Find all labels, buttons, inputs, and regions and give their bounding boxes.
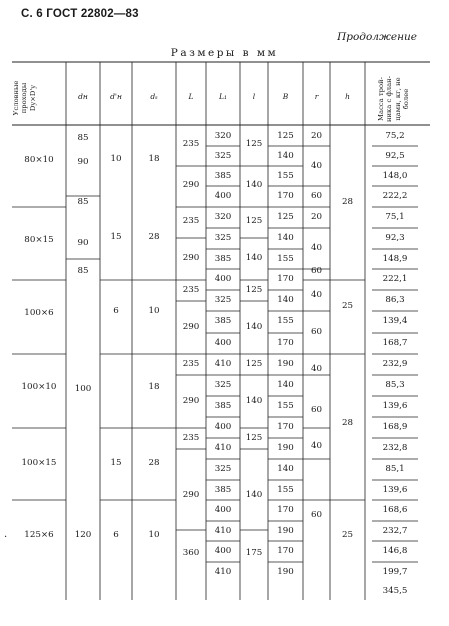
B-cell: 190 xyxy=(277,526,294,536)
header-h: h xyxy=(345,92,350,101)
B-cell: 190 xyxy=(277,359,294,369)
L1-cell: 400 xyxy=(214,338,232,348)
B-cell: 155 xyxy=(277,401,294,411)
dn2-cell: 6 xyxy=(113,306,119,316)
B-cell: 140 xyxy=(277,151,294,161)
L-cell: 290 xyxy=(182,253,200,263)
mass-cell: 148,0 xyxy=(382,171,408,181)
L1-cell: 385 xyxy=(214,254,232,264)
l-cell: 140 xyxy=(245,322,263,332)
header-L1: L₁ xyxy=(219,92,227,101)
L-cell: 290 xyxy=(182,322,200,332)
l-cell: 125 xyxy=(245,216,263,226)
L1-cell: 325 xyxy=(214,295,232,305)
header-dn2: d'н xyxy=(110,92,122,101)
dn-cell: 90 xyxy=(77,238,89,248)
l-cell: 140 xyxy=(245,253,263,263)
ds-cell: 10 xyxy=(148,530,160,540)
L1-cell: 385 xyxy=(214,401,232,411)
L1-cell: 320 xyxy=(214,131,232,141)
mass-cell: 146,8 xyxy=(382,546,408,556)
passage-cell: 80×15 xyxy=(24,235,54,245)
L1-cell: 410 xyxy=(214,526,232,536)
L1-cell: 400 xyxy=(214,274,232,284)
mass-cell: 75,2 xyxy=(385,131,405,141)
passage-cell: 125×6 xyxy=(24,530,54,540)
L1-cell: 320 xyxy=(214,212,232,222)
l-cell: 140 xyxy=(245,396,263,406)
passage-cell: 80×10 xyxy=(24,155,54,165)
mass-cell: 139,4 xyxy=(382,316,408,326)
dn2-cell: 6 xyxy=(113,530,119,540)
mass-cell: 168,7 xyxy=(382,338,408,348)
page-header: С. 6 ГОСТ 22802—83 xyxy=(21,8,139,20)
mass-cell: 232,7 xyxy=(382,526,408,536)
dn-cell: 100 xyxy=(74,384,92,394)
header-L: L xyxy=(188,92,194,101)
header-B: B xyxy=(282,92,289,101)
L1-cell: 410 xyxy=(214,443,232,453)
B-cell: 140 xyxy=(277,464,294,474)
B-cell: 170 xyxy=(277,505,294,515)
r-cell: 60 xyxy=(310,327,323,337)
L-cell: 290 xyxy=(182,180,200,190)
r-cell: 40 xyxy=(310,161,323,171)
B-cell: 140 xyxy=(277,380,294,390)
header-l: l xyxy=(252,92,256,101)
L1-cell: 325 xyxy=(214,233,232,243)
mass-cell: 139,6 xyxy=(382,401,408,411)
L1-cell: 400 xyxy=(214,191,232,201)
r-cell: 60 xyxy=(310,266,323,276)
L-cell: 235 xyxy=(182,216,200,226)
dn2-cell: 15 xyxy=(110,232,122,242)
continuation-label: Продолжение xyxy=(337,31,417,43)
table-caption: Размеры в мм xyxy=(170,47,279,59)
passage-cell: 100×10 xyxy=(21,382,57,392)
mass-cell: 232,9 xyxy=(382,359,408,369)
dn-cell: 85 xyxy=(77,133,89,143)
mass-cell: 75,1 xyxy=(385,212,405,222)
ds-cell: 10 xyxy=(148,306,160,316)
mass-cell: 199,7 xyxy=(382,567,408,577)
h-cell: 25 xyxy=(341,301,354,311)
header-passages: Условные проходы Dy×D'y xyxy=(12,80,37,116)
B-cell: 155 xyxy=(277,171,294,181)
r-cell: 60 xyxy=(310,405,323,415)
dn-cell: 85 xyxy=(77,197,89,207)
L-cell: 235 xyxy=(182,285,200,295)
L-cell: 235 xyxy=(182,433,200,443)
dn2-cell: 10 xyxy=(110,154,122,164)
mass-cell: 345,5 xyxy=(382,586,408,596)
l-cell: 125 xyxy=(245,433,263,443)
passage-cell: 100×15 xyxy=(21,458,57,468)
h-cell: 25 xyxy=(341,530,354,540)
B-cell: 155 xyxy=(277,316,294,326)
L-cell: 235 xyxy=(182,139,200,149)
l-cell: 140 xyxy=(245,490,263,500)
B-cell: 140 xyxy=(277,233,294,243)
B-cell: 155 xyxy=(277,254,294,264)
r-cell: 20 xyxy=(310,131,323,141)
mass-cell: 168,9 xyxy=(382,422,408,432)
passage-cell: 100×6 xyxy=(24,308,54,318)
L-cell: 290 xyxy=(182,490,200,500)
L1-cell: 325 xyxy=(214,380,232,390)
L1-cell: 400 xyxy=(214,505,232,515)
B-cell: 190 xyxy=(277,443,294,453)
B-cell: 170 xyxy=(277,338,294,348)
B-cell: 170 xyxy=(277,274,294,284)
ds-cell: 18 xyxy=(148,382,160,392)
l-cell: 125 xyxy=(245,359,263,369)
B-cell: 170 xyxy=(277,422,294,432)
mass-cell: 148,9 xyxy=(382,254,408,264)
L1-cell: 400 xyxy=(214,422,232,432)
l-cell: 125 xyxy=(245,139,263,149)
L-cell: 360 xyxy=(182,548,200,558)
h-cell: 28 xyxy=(341,418,354,428)
L-cell: 235 xyxy=(182,359,200,369)
dn-cell: 120 xyxy=(74,530,92,540)
mass-cell: 85,3 xyxy=(385,380,405,390)
B-cell: 125 xyxy=(277,212,294,222)
L-cell: 290 xyxy=(182,396,200,406)
B-cell: 125 xyxy=(277,131,294,141)
r-cell: 60 xyxy=(310,510,323,520)
mass-cell: 168,6 xyxy=(382,505,408,515)
header-ds: dₛ xyxy=(150,92,158,101)
B-cell: 140 xyxy=(277,295,294,305)
L1-cell: 325 xyxy=(214,151,232,161)
r-cell: 40 xyxy=(310,243,323,253)
B-cell: 170 xyxy=(277,546,294,556)
mass-cell: 92,3 xyxy=(385,233,405,243)
header-r: r xyxy=(314,92,319,101)
ds-cell: 18 xyxy=(148,154,160,164)
mass-cell: 92,5 xyxy=(385,151,405,161)
l-cell: 175 xyxy=(245,548,263,558)
l-cell: 140 xyxy=(245,180,263,190)
mass-cell: 222,1 xyxy=(382,274,408,284)
header-mass: Масса трой-ника с флан-цами, кг, не более xyxy=(377,76,411,123)
r-cell: 40 xyxy=(310,364,323,374)
mass-cell: 85,1 xyxy=(385,464,405,474)
L1-cell: 410 xyxy=(214,359,232,369)
l-cell: 125 xyxy=(245,285,263,295)
L1-cell: 410 xyxy=(214,567,232,577)
page-dot: · xyxy=(4,532,8,543)
dn2-cell: 15 xyxy=(110,458,122,468)
L1-cell: 385 xyxy=(214,316,232,326)
ds-cell: 28 xyxy=(148,232,160,242)
L1-cell: 385 xyxy=(214,171,232,181)
mass-cell: 86,3 xyxy=(385,295,405,305)
h-cell: 28 xyxy=(341,197,354,207)
B-cell: 190 xyxy=(277,567,294,577)
r-cell: 60 xyxy=(310,191,323,201)
mass-cell: 232,8 xyxy=(382,443,408,453)
L1-cell: 325 xyxy=(214,464,232,474)
r-cell: 40 xyxy=(310,441,323,451)
dn-cell: 90 xyxy=(77,157,89,167)
L1-cell: 385 xyxy=(214,485,232,495)
ds-cell: 28 xyxy=(148,458,160,468)
r-cell: 20 xyxy=(310,212,323,222)
dn-cell: 85 xyxy=(77,266,89,276)
header-dn: dн xyxy=(78,92,88,101)
mass-cell: 139,6 xyxy=(382,485,408,495)
r-cell: 40 xyxy=(310,290,323,300)
mass-cell: 222,2 xyxy=(382,191,408,201)
L1-cell: 400 xyxy=(214,546,232,556)
B-cell: 170 xyxy=(277,191,294,201)
B-cell: 155 xyxy=(277,485,294,495)
